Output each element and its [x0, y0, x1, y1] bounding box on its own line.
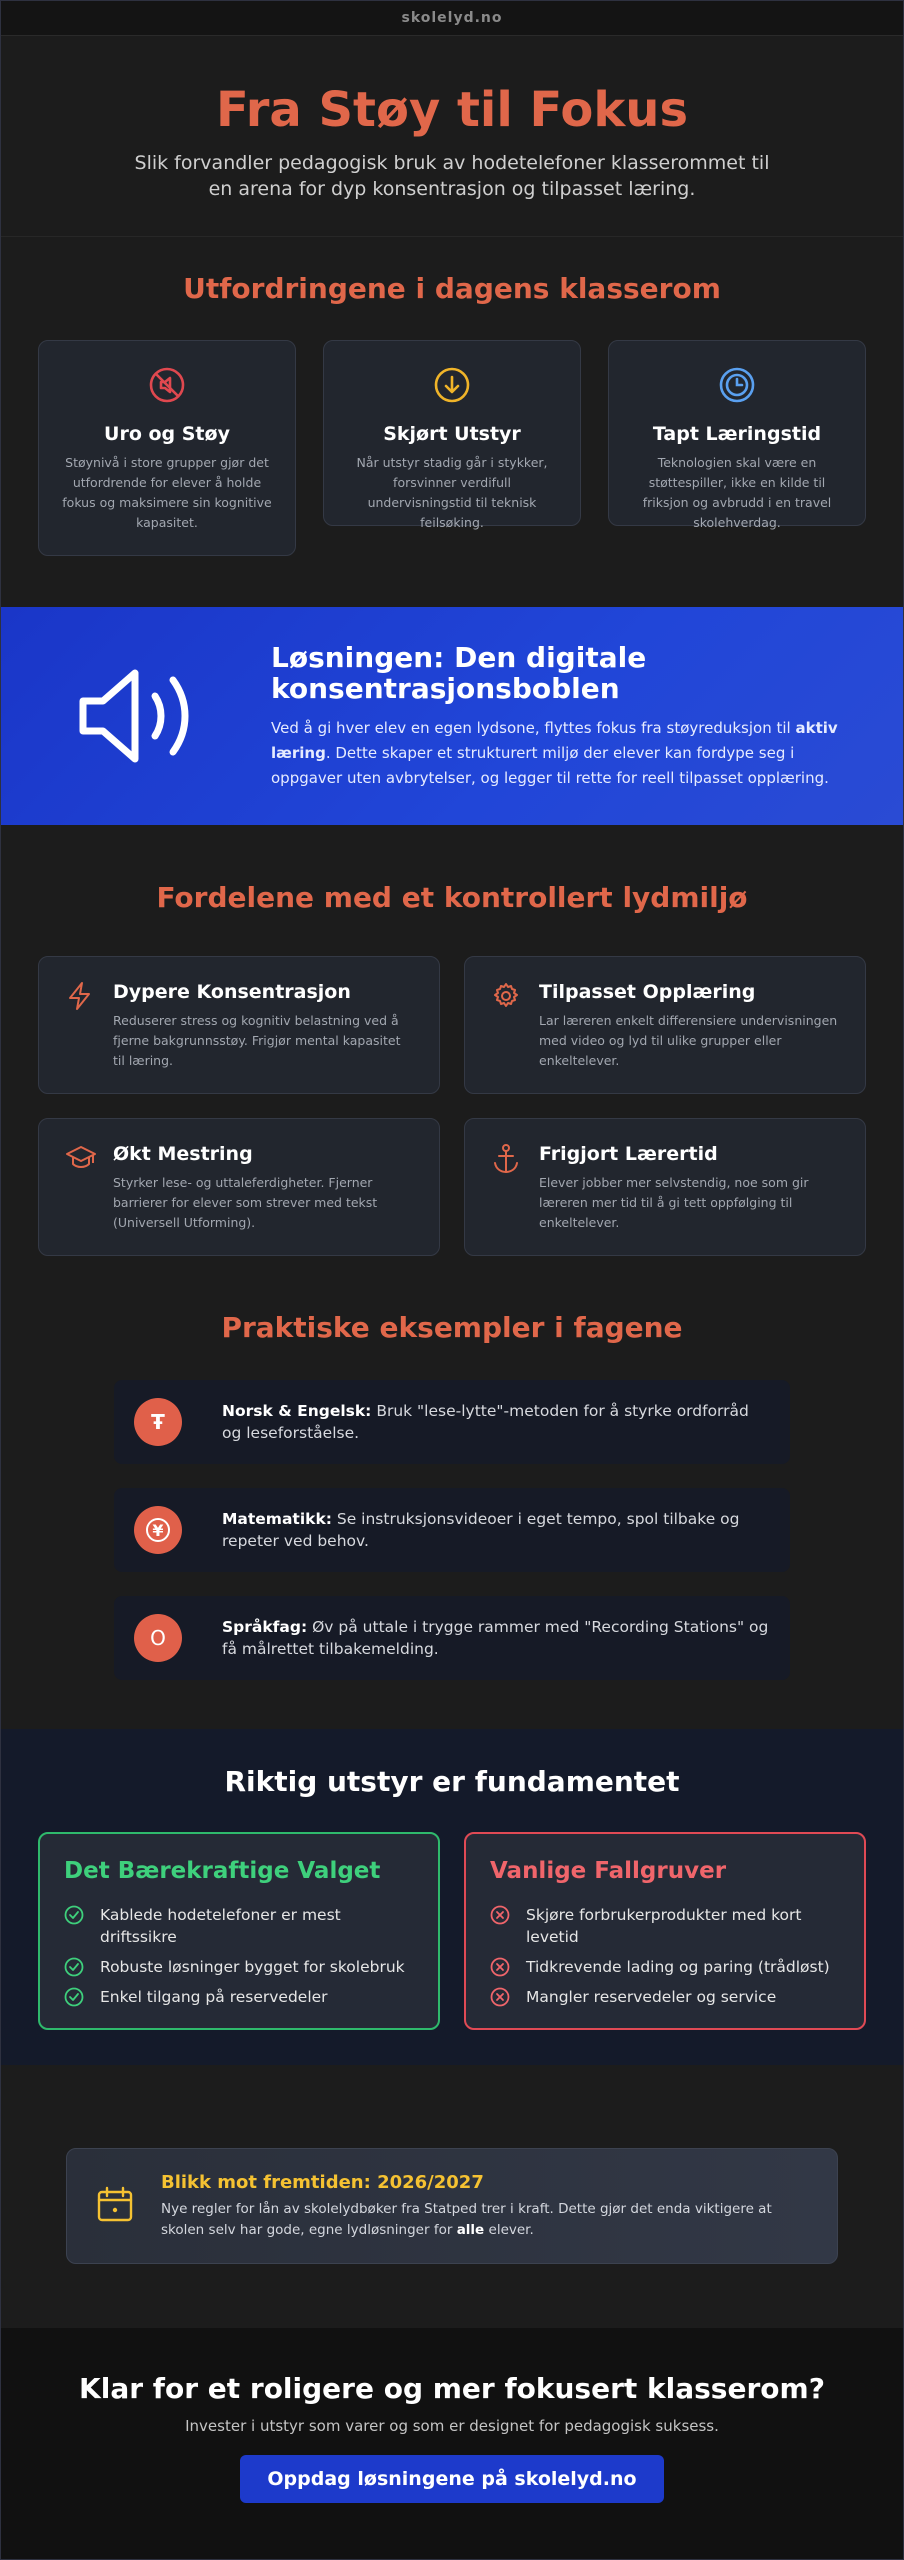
example-text: Språkfag: Øv på uttale i trygge rammer med "Recording Stations" og få målrettet tilbakemelding. [222, 1618, 769, 1658]
challenge-text: Når utstyr stadig går i stykker, forsvinner verdifull undervisningstid til teknisk feilsøking. [356, 455, 548, 530]
x-circle-icon [490, 1905, 510, 1925]
cta-section [1, 2328, 903, 2559]
challenge-title: Tapt Læringstid [652, 423, 822, 445]
challenges-section [1, 237, 903, 607]
future-notice [66, 2148, 838, 2264]
list-item: Mangler reservedeler og service [490, 1986, 840, 2008]
solution-section [1, 607, 903, 825]
no-sound-icon [57, 365, 277, 409]
future-title: Blikk mot fremtiden: 2026/2027 [161, 2171, 484, 2193]
challenge-text: Teknologien skal være en støttespiller, ikke en kilde til friksjon og avbrudd i en travel skolehverdag. [642, 455, 832, 530]
equipment-section [1, 1729, 903, 2065]
math-icon: ¥ [134, 1506, 182, 1554]
benefits-title: Fordelene med et kontrollert lydmiljø [156, 881, 748, 914]
anchor-icon [491, 1143, 539, 1231]
check-circle-icon [64, 1957, 84, 1977]
list-item: Enkel tilgang på reservedeler [64, 1986, 414, 2008]
benefit-card-adapted [464, 956, 866, 1094]
challenges-title: Utfordringene i dagens klasserom [183, 272, 721, 305]
cta-button[interactable]: Oppdag løsningene på skolelyd.no [240, 2455, 664, 2503]
challenge-card-equipment [323, 340, 581, 530]
clock-icon [627, 365, 847, 409]
x-circle-icon [490, 1957, 510, 1977]
list-item: Skjøre forbrukerprodukter med kort levetid [490, 1904, 840, 1948]
solution-title: Løsningen: Den digitale konsentrasjonsboblen [271, 640, 647, 705]
check-circle-icon [64, 1987, 84, 2007]
top-bar [1, 1, 903, 36]
list-item: Kablede hodetelefoner er mest driftssikre [64, 1904, 414, 1948]
example-matematikk [114, 1488, 790, 1572]
brand-name[interactable]: skolelyd.no [401, 10, 503, 26]
hero-subtitle: Slik forvandler pedagogisk bruk av hodetelefoner klasserommet til en arena for dyp konsentrasjon og tilpasset læring. [134, 152, 770, 200]
benefit-card-teacher-time [464, 1118, 866, 1256]
challenge-card-noise [38, 340, 296, 556]
challenge-title: Uro og Støy [104, 423, 230, 445]
benefit-text: Styrker lese- og uttaleferdigheter. Fjerner barrierer for elever som strever med tekst (Universell Utforming). [113, 1175, 378, 1230]
gear-icon [491, 981, 539, 1069]
future-text: Nye regler for lån av skolelydbøker fra Statped trer i kraft. Dette gjør det enda viktigere at skolen selv har gode, egne lydløsninger for alle elever. [161, 2200, 772, 2238]
check-circle-icon [64, 1905, 84, 1925]
download-circle-icon [342, 365, 562, 409]
good-choice-title: Det Bærekraftige Valget [64, 1858, 381, 1884]
challenge-card-time [608, 340, 866, 530]
benefit-title: Økt Mestring [113, 1143, 253, 1165]
equipment-title: Riktig utstyr er fundamentet [224, 1765, 680, 1798]
benefit-title: Frigjort Lærertid [539, 1143, 718, 1165]
pitfalls-title: Vanlige Fallgruver [490, 1858, 727, 1884]
speaker-icon [1, 656, 271, 776]
benefits-section [1, 825, 903, 1275]
lightning-icon [65, 981, 113, 1069]
benefit-title: Dypere Konsentrasjon [113, 981, 351, 1003]
benefit-text: Elever jobber mer selvstendig, noe som gir læreren mer tid til å gi tett oppfølging til enkeltelever. [539, 1175, 809, 1230]
x-circle-icon [490, 1987, 510, 2007]
example-norsk-engelsk [114, 1380, 790, 1464]
good-choice-card [38, 1832, 440, 2030]
example-text: Matematikk: Se instruksjonsvideoer i eget tempo, spol tilbake og repeter ved behov. [222, 1510, 740, 1550]
benefit-text: Lar læreren enkelt differensiere undervisningen med video og lyd til ulike grupper eller enkeltelever. [539, 1013, 838, 1068]
examples-section [1, 1275, 903, 1729]
cta-title: Klar for et roligere og mer fokusert klasserom? [79, 2372, 825, 2405]
challenge-text: Støynivå i store grupper gjør det utfordrende for elever å holde fokus og maksimere sin kognitive kapasitet. [62, 455, 272, 530]
benefit-card-concentration [38, 956, 440, 1094]
solution-text: Ved å gi hver elev en egen lydsone, flyttes fokus fra støyreduksjon til aktiv læring. Dette skaper et strukturert miljø der elever kan fordype seg i oppgaver uten avbrytelser, og legger til rette for reell tilpasset opplæring. [271, 718, 838, 787]
challenge-title: Skjørt Utstyr [383, 423, 521, 445]
cta-subtitle: Invester i utstyr som varer og som er designet for pedagogisk suksess. [185, 2417, 719, 2435]
benefit-title: Tilpasset Opplæring [539, 981, 756, 1003]
list-item: Robuste løsninger bygget for skolebruk [64, 1956, 414, 1978]
example-sprakfag [114, 1596, 790, 1680]
calendar-icon [95, 2184, 135, 2228]
page-title: Fra Støy til Fokus [215, 82, 689, 138]
pitfalls-card [464, 1832, 866, 2030]
example-text: Norsk & Engelsk: Bruk "lese-lytte"-metoden for å styrke ordforråd og leseforståelse. [222, 1402, 749, 1442]
graduation-cap-icon [65, 1143, 113, 1231]
benefit-card-mastery [38, 1118, 440, 1256]
language-icon: Ŧ [134, 1398, 182, 1446]
microphone-icon: O [134, 1614, 182, 1662]
list-item: Tidkrevende lading og paring (trådløst) [490, 1956, 840, 1978]
examples-title: Praktiske eksempler i fagene [221, 1311, 683, 1344]
hero-section [1, 36, 903, 237]
benefit-text: Reduserer stress og kognitiv belastning ved å fjerne bakgrunnsstøy. Frigjør mental kapasitet til læring. [113, 1013, 401, 1068]
